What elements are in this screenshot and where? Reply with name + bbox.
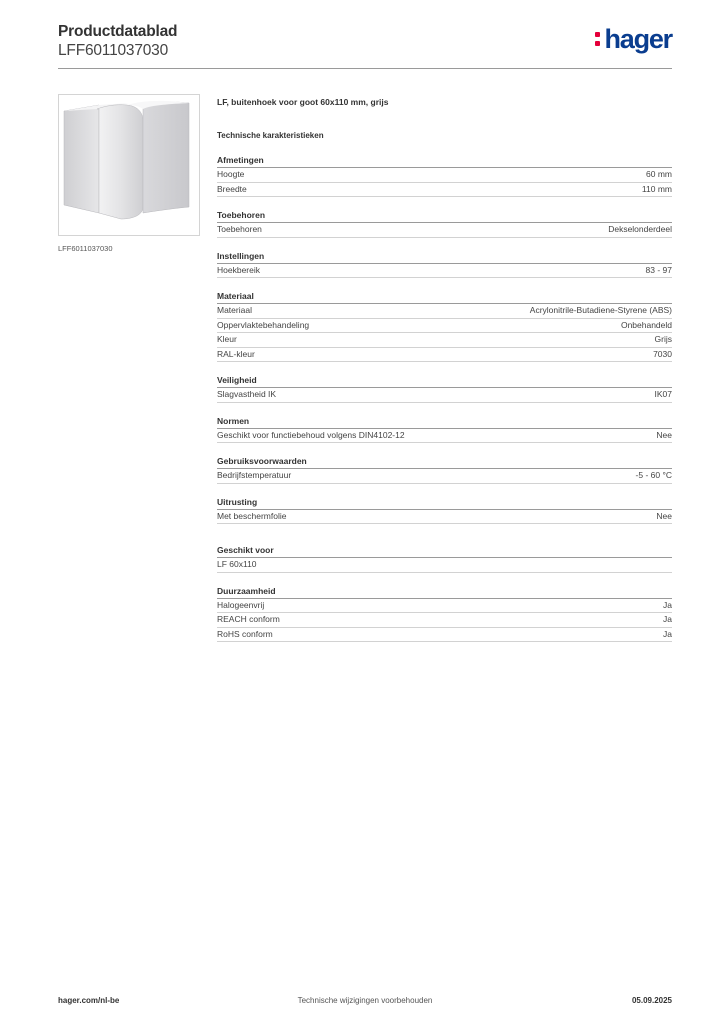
spec-row (217, 264, 672, 279)
section-gebruiksvoorwaarden (217, 455, 672, 484)
section-afmetingen (217, 154, 672, 197)
spec-value: 110 mm (641, 183, 672, 194)
spec-value: -5 - 60 °C (635, 470, 672, 480)
spec-label: RoHS conform (217, 628, 273, 639)
spec-label: Slagvastheid IK (217, 389, 277, 399)
spec-value: 7030 (653, 348, 672, 359)
header-divider (58, 68, 672, 69)
spec-label: Met beschermfolie (217, 510, 287, 521)
spec-row (217, 168, 672, 183)
spec-label: Breedte (217, 183, 247, 194)
spec-row (217, 613, 672, 628)
spec-row (217, 333, 672, 348)
page-header (58, 22, 672, 70)
spec-value: 83 - 97 (645, 264, 672, 275)
spec-label: Hoogte (217, 169, 245, 179)
section-uitrusting (217, 496, 672, 525)
tech-heading: Technische karakteristieken (217, 131, 324, 140)
section-instellingen (217, 250, 672, 279)
spec-row (217, 510, 672, 525)
spec-label: Bedrijfstemperatuur (217, 470, 292, 480)
spec-value: 60 mm (646, 169, 672, 179)
logo-dots-icon (595, 28, 602, 48)
section-geschikt-voor (217, 544, 672, 573)
footer-website-link[interactable]: hager.com/nl-be (58, 996, 120, 1005)
section-title: Veiligheid (217, 374, 672, 388)
spec-label: LF 60x110 (217, 559, 257, 569)
spec-label: Materiaal (217, 305, 252, 315)
spec-value: Nee (656, 429, 672, 440)
footer-date: 05.09.2025 (631, 996, 672, 1005)
spec-row (217, 304, 672, 319)
spec-value: IK07 (654, 389, 672, 399)
product-image-caption: LFF6011037030 (58, 244, 113, 253)
spec-row (217, 628, 672, 643)
spec-row (217, 429, 672, 444)
section-title: Geschikt voor (217, 544, 672, 558)
section-title: Uitrusting (217, 496, 672, 510)
section-veiligheid (217, 374, 672, 403)
spec-label: RAL-kleur (217, 348, 255, 359)
product-title: LF, buitenhoek voor goot 60x110 mm, grijs (217, 97, 389, 107)
section-title: Toebehoren (217, 209, 672, 223)
section-title: Duurzaamheid (217, 585, 672, 599)
spec-label: Geschikt voor functiebehoud volgens DIN4102-12 (217, 429, 405, 440)
spec-value: Ja (663, 628, 672, 639)
section-title: Instellingen (217, 250, 672, 264)
spec-value: Acrylonitrile-Butadiene-Styrene (ABS) (529, 305, 672, 315)
logo-text: hager (604, 24, 672, 54)
spec-value: Nee (656, 510, 672, 521)
spec-value: Grijs (654, 334, 672, 344)
section-title: Gebruiksvoorwaarden (217, 455, 672, 469)
spec-row (217, 319, 672, 334)
spec-row (217, 223, 672, 238)
spec-label: Hoekbereik (217, 264, 260, 275)
section-normen (217, 415, 672, 444)
spec-label: Kleur (217, 334, 237, 344)
section-toebehoren (217, 209, 672, 238)
spec-row (217, 469, 672, 484)
spec-row (217, 558, 672, 573)
section-title: Afmetingen (217, 154, 672, 168)
page-footer (58, 996, 672, 1010)
section-duurzaamheid (217, 585, 672, 643)
spec-content (217, 96, 672, 642)
spec-label: Oppervlaktebehandeling (217, 319, 310, 330)
spec-value: Dekselonderdeel (608, 224, 672, 234)
spec-value: Ja (663, 614, 672, 624)
document-title: Productdatablad (58, 23, 178, 40)
spec-row (217, 388, 672, 403)
spec-row (217, 599, 672, 614)
hager-logo (595, 24, 672, 55)
corner-piece-icon (59, 95, 199, 235)
spec-value: Onbehandeld (620, 319, 672, 330)
spec-value: Ja (663, 599, 672, 610)
spec-label: REACH conform (217, 614, 280, 624)
product-code: LFF6011037030 (58, 42, 169, 59)
spec-label: Toebehoren (217, 224, 262, 234)
spec-label: Halogeenvrij (217, 599, 265, 610)
footer-notice: Technische wijzigingen voorbehouden (297, 996, 433, 1005)
spec-row (217, 348, 672, 363)
spec-row (217, 183, 672, 198)
section-title: Materiaal (217, 290, 672, 304)
product-image (58, 94, 200, 236)
section-materiaal (217, 290, 672, 362)
section-title: Normen (217, 415, 672, 429)
